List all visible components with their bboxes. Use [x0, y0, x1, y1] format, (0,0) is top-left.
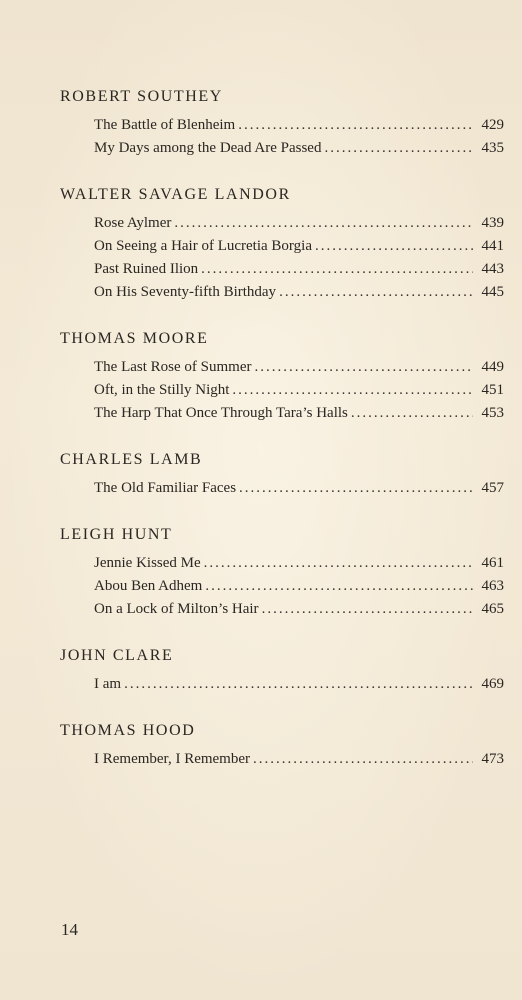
- dot-leader: [205, 575, 473, 598]
- toc-entry: [60, 477, 504, 500]
- toc-section-hood: [60, 720, 504, 771]
- toc-entry: [60, 552, 504, 575]
- entry-title: On His Seventy-fifth Birthday: [94, 284, 277, 300]
- entry-title: The Harp That Once Through Tara’s Halls: [94, 405, 348, 421]
- toc-entry: [60, 281, 504, 304]
- dot-leader: [239, 477, 473, 500]
- toc-section-moore: [60, 328, 504, 425]
- author-heading: LEIGH HUNT: [60, 526, 173, 543]
- table-of-contents: [60, 86, 504, 795]
- toc-entry: [60, 356, 504, 379]
- entry-page-number: 463: [481, 578, 504, 594]
- dot-leader: [253, 748, 473, 771]
- toc-entry: [60, 212, 504, 235]
- entry-page-number: 449: [481, 359, 504, 375]
- toc-entry: [60, 379, 504, 402]
- dot-leader: [238, 114, 473, 137]
- author-heading: THOMAS HOOD: [60, 722, 196, 739]
- dot-leader: [279, 281, 473, 304]
- toc-entry: [60, 575, 504, 598]
- entry-title: My Days among the Dead Are Passed: [94, 140, 322, 156]
- dot-leader: [201, 258, 473, 281]
- entry-page-number: 465: [481, 601, 504, 617]
- entry-page-number: 461: [481, 555, 504, 571]
- toc-section-clare: [60, 645, 504, 696]
- dot-leader: [351, 402, 473, 425]
- author-heading: JOHN CLARE: [60, 647, 174, 664]
- toc-entry: [60, 258, 504, 281]
- author-heading: THOMAS MOORE: [60, 330, 209, 347]
- entry-title: I Remember, I Remember: [94, 751, 251, 767]
- entry-page-number: 445: [481, 284, 504, 300]
- dot-leader: [262, 598, 473, 621]
- toc-entry: [60, 137, 504, 160]
- entry-title: The Battle of Blenheim: [94, 117, 236, 133]
- dot-leader: [324, 137, 473, 160]
- toc-entry: [60, 598, 504, 621]
- page-number: 14: [61, 920, 78, 939]
- entry-page-number: 435: [481, 140, 504, 156]
- entry-page-number: 439: [481, 215, 504, 231]
- entry-title: Jennie Kissed Me: [94, 555, 201, 571]
- toc-entry: [60, 748, 504, 771]
- dot-leader: [124, 673, 473, 696]
- toc-section-southey: [60, 86, 504, 160]
- author-heading: CHARLES LAMB: [60, 451, 203, 468]
- entry-title: On Seeing a Hair of Lucretia Borgia: [94, 238, 312, 254]
- entry-page-number: 469: [481, 676, 504, 692]
- entry-title: I am: [94, 676, 122, 692]
- toc-entry: [60, 114, 504, 137]
- entry-page-number: 451: [481, 382, 504, 398]
- entry-title: Oft, in the Stilly Night: [94, 382, 230, 398]
- dot-leader: [315, 235, 473, 258]
- entry-title: The Old Familiar Faces: [94, 480, 237, 496]
- dot-leader: [254, 356, 473, 379]
- dot-leader: [174, 212, 473, 235]
- entry-title: Rose Aylmer: [94, 215, 172, 231]
- entry-title: Past Ruined Ilion: [94, 261, 199, 277]
- entry-page-number: 429: [481, 117, 504, 133]
- entry-page-number: 443: [481, 261, 504, 277]
- entry-title: Abou Ben Adhem: [94, 578, 203, 594]
- entry-title: The Last Rose of Summer: [94, 359, 252, 375]
- author-heading: WALTER SAVAGE LANDOR: [60, 186, 291, 203]
- entry-page-number: 441: [481, 238, 504, 254]
- entry-page-number: 453: [481, 405, 504, 421]
- entry-page-number: 457: [481, 480, 504, 496]
- toc-section-hunt: [60, 524, 504, 621]
- toc-entry: [60, 673, 504, 696]
- toc-section-lamb: [60, 449, 504, 500]
- toc-entry: [60, 402, 504, 425]
- toc-section-landor: [60, 184, 504, 304]
- toc-entry: [60, 235, 504, 258]
- author-heading: ROBERT SOUTHEY: [60, 88, 223, 105]
- entry-title: On a Lock of Milton’s Hair: [94, 601, 259, 617]
- dot-leader: [204, 552, 473, 575]
- dot-leader: [232, 379, 473, 402]
- entry-page-number: 473: [481, 751, 504, 767]
